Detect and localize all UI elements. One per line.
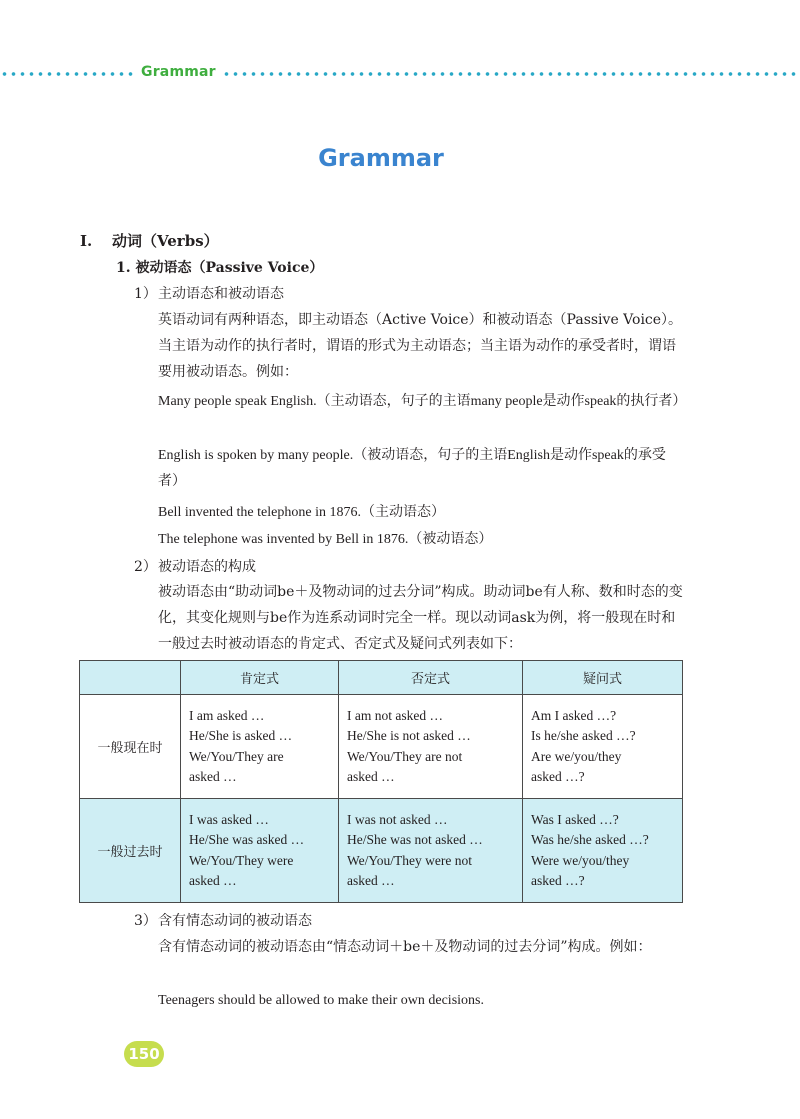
header-dots-right (222, 70, 800, 78)
cell-line: He/She was asked … (189, 832, 305, 847)
cell-line: asked … (189, 873, 237, 888)
item-3-intro: 含有情态动词的被动语态由“情态动词＋be＋及物动词的过去分词”构成。例如： (158, 939, 652, 955)
example-5: Teenagers should be allowed to make their own decisions. (158, 993, 484, 1008)
page-title: Grammar (318, 144, 444, 172)
cell-line: Is he/she asked …? (531, 728, 636, 743)
header-dots-left (0, 70, 134, 78)
table-cell (523, 695, 683, 799)
table-cell (181, 695, 339, 799)
section-heading (80, 230, 219, 251)
item-number: 2） (134, 559, 157, 575)
subsection-heading: 1. 被动语态（Passive Voice） (116, 260, 324, 276)
cell-line: asked … (347, 769, 395, 784)
example-2: English is spoken by many people.（被动语态，句子的主语English是动作speak的承受者） (158, 448, 666, 489)
cell-line: We/You/They are (189, 748, 284, 764)
table-header-affirmative: 肯定式 (181, 661, 339, 695)
cell-line: I am asked … (189, 707, 265, 723)
row-label: 一般过去时 (80, 799, 181, 903)
item-title: 主动语态和被动语态 (158, 286, 284, 302)
cell-line: I was not asked … (347, 811, 448, 827)
cell-line: asked …? (531, 769, 585, 784)
row-label: 一般现在时 (80, 695, 181, 799)
item-title: 被动语态的构成 (158, 559, 256, 575)
item-heading-1 (134, 283, 284, 303)
item-title: 含有情态动词的被动语态 (158, 913, 312, 929)
cell-line: Am I asked …? (531, 707, 617, 723)
table-header-negative: 否定式 (339, 661, 523, 695)
cell-line: We/You/They were not (347, 852, 473, 868)
cell-line: asked … (189, 769, 237, 784)
section-title: 动词（Verbs） (112, 232, 219, 250)
cell-line: We/You/They were (189, 852, 294, 868)
cell-line: asked …? (531, 873, 585, 888)
table-cell (339, 695, 523, 799)
item-heading-3 (134, 910, 312, 930)
item-1-intro: 英语动词有两种语态，即主动语态（Active Voice）和被动语态（Passive Voice）。当主语为动作的执行者时，谓语的形式为主动语态；当主语为动作的承受者时，谓语要用被动语态。例如： (158, 312, 683, 380)
cell-line: Was he/she asked …? (531, 832, 649, 847)
example-4: The telephone was invented by Bell in 1876.（被动语态） (158, 532, 493, 547)
table-row (80, 695, 683, 799)
page-number-badge: 150 (124, 1041, 164, 1067)
conjugation-table (79, 660, 683, 903)
table-header-corner (80, 661, 181, 695)
table-row (80, 799, 683, 903)
item-number: 3） (134, 913, 157, 929)
cell-line: He/She is not asked … (347, 728, 471, 743)
table-cell (523, 799, 683, 903)
cell-line: asked … (347, 873, 395, 888)
table-cell (181, 799, 339, 903)
cell-line: We/You/They are not (347, 748, 463, 764)
header-label: Grammar (141, 64, 216, 80)
item-number: 1） (134, 286, 157, 302)
item-heading-2 (134, 556, 256, 576)
example-1: Many people speak English.（主动语态，句子的主语many people是动作speak的执行者） (158, 394, 687, 409)
cell-line: I was asked … (189, 811, 269, 827)
section-number: I. (80, 232, 93, 250)
cell-line: I am not asked … (347, 707, 443, 723)
cell-line: Were we/you/they (531, 852, 630, 868)
table-header-row (80, 661, 683, 695)
cell-line: He/She is asked … (189, 728, 293, 743)
example-3: Bell invented the telephone in 1876.（主动语态） (158, 505, 445, 520)
item-2-intro: 被动语态由“助动词be＋及物动词的过去分词”构成。助动词be有人称、数和时态的变化，其变化规则与be作为连系动词时完全一样。现以动词ask为例，将一般现在时和一般过去时被动语态的肯定式、否定式及疑问式列表如下： (158, 584, 683, 652)
table-header-interrogative: 疑问式 (523, 661, 683, 695)
cell-line: He/She was not asked … (347, 832, 483, 847)
table-cell (339, 799, 523, 903)
cell-line: Was I asked …? (531, 811, 619, 827)
cell-line: Are we/you/they (531, 748, 622, 764)
